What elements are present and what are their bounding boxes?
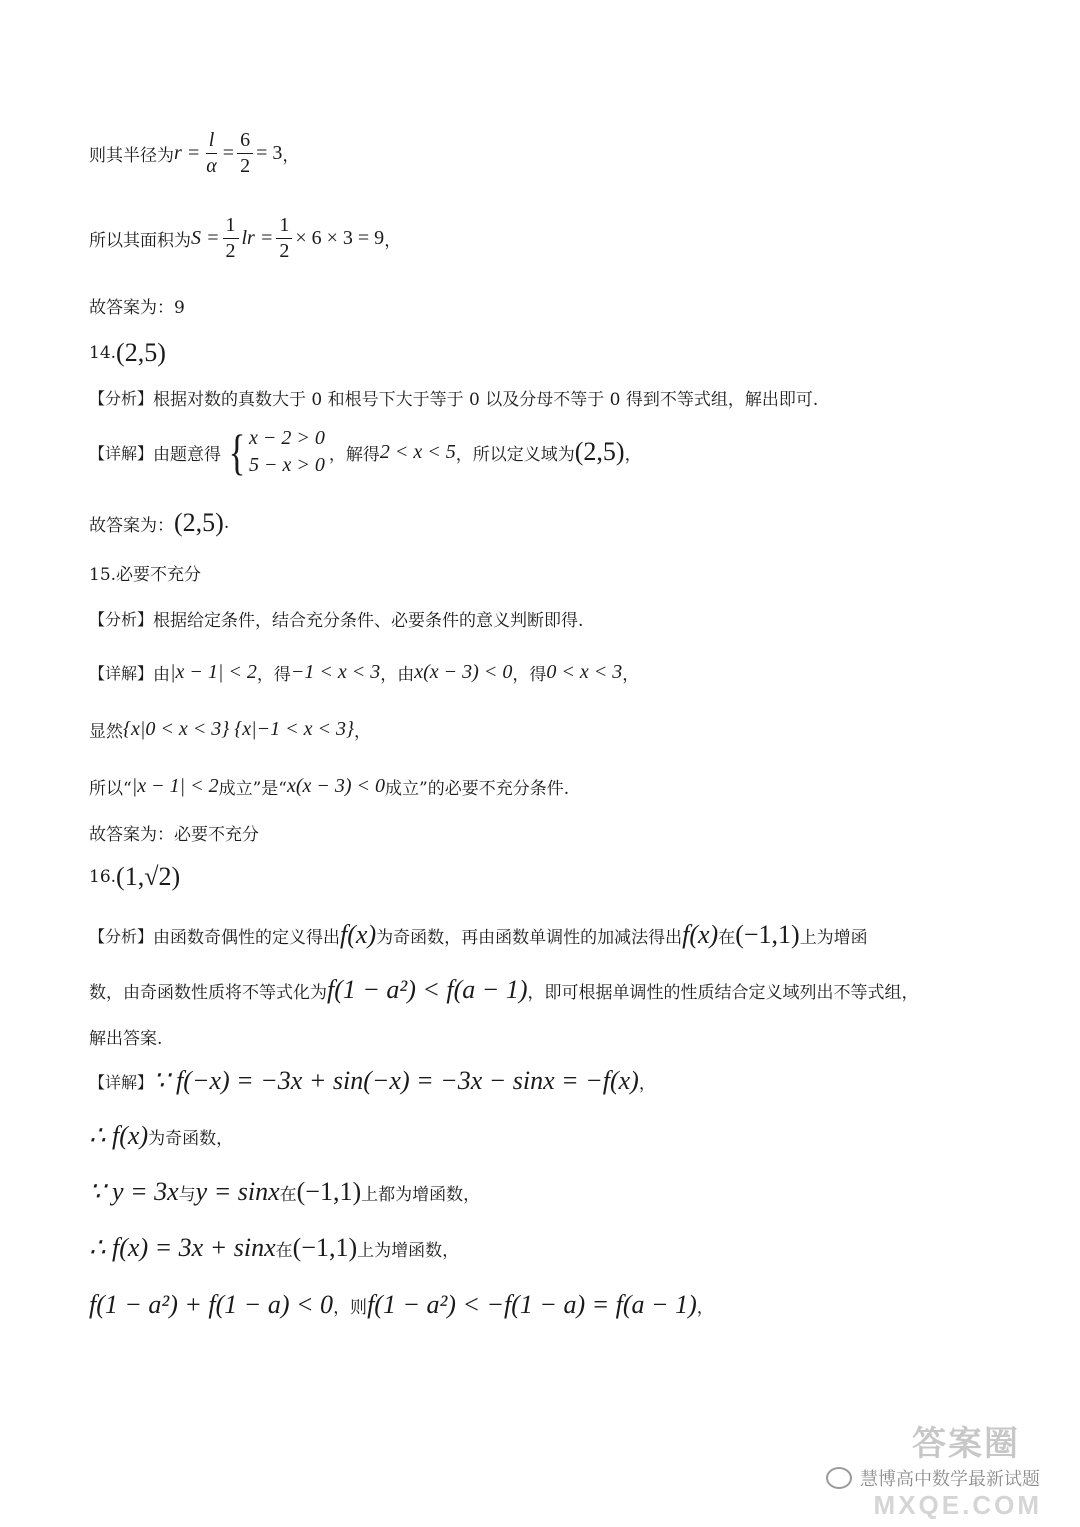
detail-text: ，解得 [328, 444, 380, 465]
detail-text: 成立”的必要不充分条件. [385, 779, 570, 799]
detail-math: ∴ f(x) = 3x + sinx [89, 1233, 276, 1262]
detail-text: 与 [178, 1184, 196, 1205]
punct: ， [622, 665, 640, 685]
q14-analysis [89, 385, 818, 410]
radius-line [89, 130, 299, 177]
detail-text: 成立”是“ [218, 779, 287, 799]
detail-text: 由题意得 [153, 444, 222, 465]
frac-num: 1 [223, 215, 239, 239]
detail-text: 为奇函数， [148, 1128, 234, 1149]
punct: ， [696, 1297, 714, 1318]
analysis-text: 上为增函 [799, 927, 868, 948]
area-text: 所以其面积为 [89, 231, 191, 251]
radius-frac-1 [203, 130, 220, 177]
area-frac-1 [223, 215, 239, 262]
punct: ， [638, 1073, 656, 1094]
detail-text: 在 [279, 1184, 297, 1205]
q14-number: 14. [89, 343, 117, 363]
answer-label: 故答案为： [89, 515, 174, 536]
analysis-text: 在 [718, 927, 736, 948]
frac-num: 1 [276, 215, 292, 239]
area-line [89, 215, 401, 262]
equals: = [222, 142, 235, 164]
q16-number: 16. [89, 867, 117, 887]
analysis-text: 根据给定条件，结合充分条件、必要条件的意义判断即得. [153, 611, 584, 631]
system-rows [249, 425, 325, 479]
area-frac-2 [276, 215, 292, 262]
analysis-text: 根据对数的真数大于 0 和根号下大于等于 0 以及分母不等于 0 得到不等式组，解出即可. [153, 390, 819, 410]
analysis-text: ，即可根据单调性的性质结合定义域列出不等式组， [527, 982, 919, 1003]
watermark-logo: 答案圈 [912, 1424, 1020, 1464]
analysis-tag: 【分析】 [89, 926, 154, 946]
area-mid: lr = [241, 227, 274, 249]
detail-tag: 【详解】 [89, 664, 154, 683]
radius-text: 则其半径为 [89, 146, 174, 166]
detail-math: ∴ f(x) [89, 1121, 149, 1150]
watermark-account-name: 慧博高中数学最新试题 [860, 1469, 1040, 1490]
detail-math: ∵ f(−x) = −3x + sin(−x) = −3x − sinx = −f(x) [153, 1066, 639, 1095]
detail-math: (−1,1) [292, 1233, 358, 1262]
q15-heading: 15.必要不充分 [89, 565, 202, 585]
system-row-2: 5 − x > 0 [249, 454, 325, 476]
punct: ， [282, 146, 300, 166]
detail-text: 在 [275, 1240, 293, 1261]
punct: ， [353, 722, 371, 742]
analysis-math: f(x) [340, 920, 377, 949]
detail-math: ∵ y = 3x [89, 1177, 179, 1206]
radius-rhs: = 3 [256, 142, 283, 164]
frac-den: 2 [225, 240, 236, 262]
q15-analysis [89, 606, 583, 631]
wechat-icon [826, 1467, 852, 1489]
q14-detail [89, 425, 642, 479]
radius-lhs: r = [174, 142, 201, 164]
watermark-account [826, 1465, 1040, 1491]
detail-math: 2 < x < 5 [379, 440, 456, 463]
answer-13: 故答案为：9 [89, 298, 185, 318]
detail-text: 上为增函数， [357, 1240, 460, 1261]
q14-answer: (2,5) [116, 338, 166, 367]
q16-answer: (1,√2) [116, 862, 181, 891]
punct: ， [624, 444, 642, 465]
detail-math: −1 < x < 3 [290, 661, 381, 683]
q16-detail-3 [89, 1177, 480, 1207]
detail-math: (2,5) [574, 437, 625, 466]
area-rhs: × 6 × 3 = 9 [295, 227, 385, 249]
frac-den: 2 [279, 240, 290, 262]
q15-detail [89, 660, 639, 685]
inequality-system [225, 425, 325, 479]
system-row-1: x − 2 > 0 [249, 427, 325, 449]
q16-detail-5 [89, 1290, 714, 1320]
detail-text: 所以“ [89, 779, 132, 799]
detail-math: f(1 − a²) < −f(1 − a) = f(a − 1) [367, 1290, 697, 1319]
detail-math: {x|0 < x < 3} {x|−1 < x < 3} [123, 718, 354, 740]
q15-line-2 [89, 717, 371, 742]
analysis-math: (−1,1) [735, 920, 800, 949]
detail-math: (−1,1) [296, 1177, 362, 1206]
analysis-math: f(x) [682, 920, 719, 949]
detail-math: |x − 1| < 2 [170, 661, 257, 683]
detail-math: y = sinx [195, 1177, 280, 1206]
q16-analysis-2 [89, 975, 919, 1005]
brace: { [228, 424, 246, 480]
detail-text: ，所以定义域为 [455, 444, 575, 465]
q16-analysis-3: 解出答案. [89, 1029, 163, 1049]
detail-text: ，得 [512, 665, 547, 685]
q16-analysis [89, 920, 868, 950]
q16-heading [89, 862, 180, 892]
punct: . [223, 513, 230, 533]
analysis-tag: 【分析】 [89, 389, 154, 408]
punct: ， [384, 231, 402, 251]
analysis-tag: 【分析】 [89, 610, 154, 629]
analysis-text: 为奇函数，再由函数单调性的加减法得出 [376, 927, 683, 948]
q15-line-3 [89, 774, 569, 799]
analysis-text: 由函数奇偶性的定义得出 [153, 927, 341, 948]
detail-tag: 【详解】 [89, 1072, 154, 1092]
detail-tag: 【详解】 [89, 443, 154, 463]
analysis-text: 数，由奇函数性质将不等式化为 [89, 982, 327, 1003]
q14-heading [89, 338, 166, 368]
area-lhs: S = [191, 227, 220, 249]
analysis-math: f(1 − a²) < f(a − 1) [327, 975, 528, 1004]
detail-math: 0 < x < 3 [546, 661, 623, 683]
detail-math: |x − 1| < 2 [131, 775, 219, 797]
detail-text: 上都为增函数， [361, 1184, 481, 1205]
q16-detail-4 [89, 1233, 459, 1263]
frac-num: l [206, 130, 218, 154]
frac-den: 2 [240, 155, 251, 177]
frac-den: α [206, 155, 217, 177]
q15-answer-line: 故答案为：必要不充分 [89, 825, 259, 845]
q14-answer-line [89, 508, 229, 538]
detail-text: 由 [153, 665, 171, 685]
q16-detail-2 [89, 1121, 233, 1151]
detail-text: ，由 [380, 665, 415, 685]
detail-math: x(x − 3) < 0 [286, 775, 386, 797]
radius-frac-2 [237, 130, 253, 177]
frac-num: 6 [237, 130, 253, 154]
watermark-site: MXQE.COM [873, 1490, 1042, 1520]
detail-math: f(1 − a²) + f(1 − a) < 0 [89, 1290, 334, 1319]
detail-math: x(x − 3) < 0 [414, 661, 513, 683]
detail-text: 显然 [89, 722, 123, 742]
detail-text: ，则 [333, 1297, 368, 1318]
detail-text: ，得 [256, 665, 291, 685]
q16-detail [89, 1066, 656, 1096]
answer-value: (2,5) [174, 508, 224, 537]
